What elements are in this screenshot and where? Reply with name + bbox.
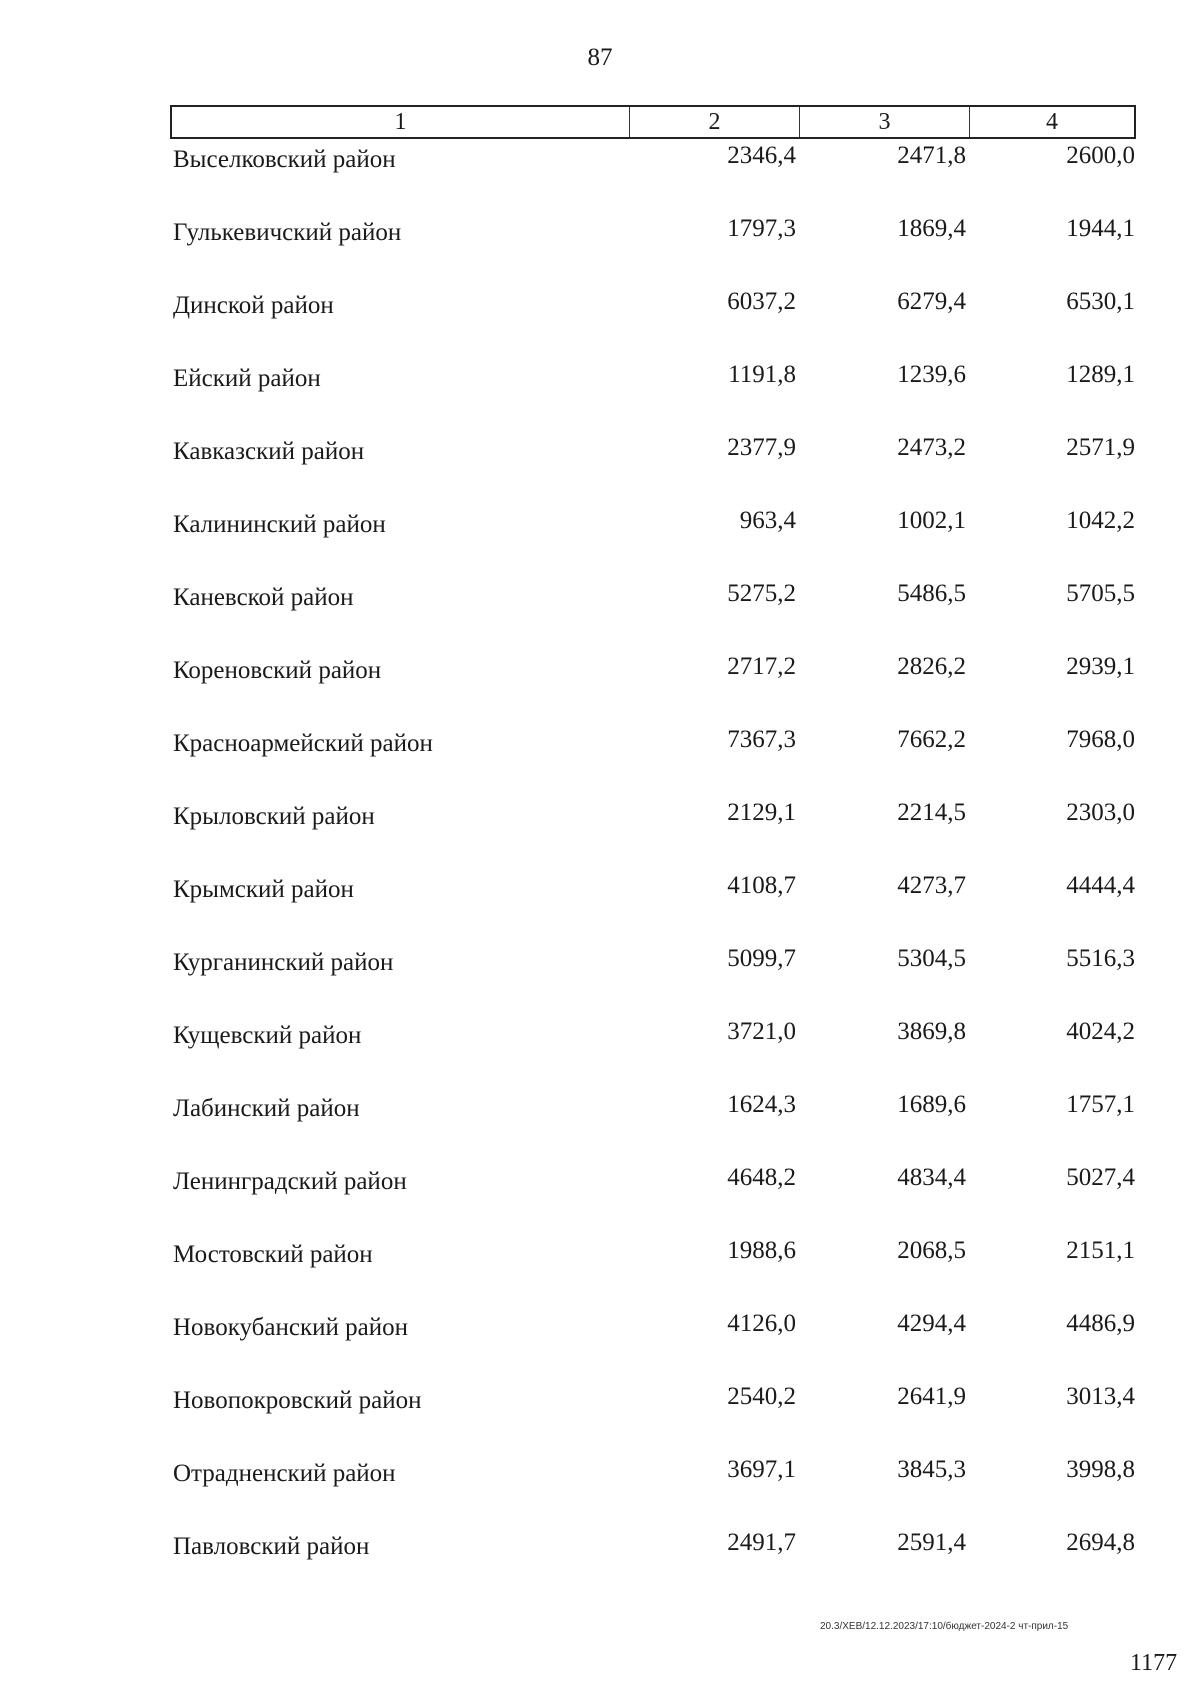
table-row: [0, 434, 1200, 507]
value-col-4: 4486,9: [1066, 1310, 1135, 1337]
district-name: Ленинградский район: [173, 1168, 407, 1195]
district-name: Крыловский район: [173, 803, 375, 830]
district-name: Новопокровский район: [173, 1387, 422, 1414]
value-col-4: 5705,5: [1066, 580, 1135, 607]
value-col-2: 6037,2: [727, 288, 796, 315]
table-row: [0, 1018, 1200, 1091]
table-header: [170, 105, 1136, 139]
district-name: Калининский район: [173, 511, 386, 538]
value-col-4: 5516,3: [1066, 945, 1135, 972]
value-col-2: 2377,9: [727, 434, 796, 461]
sheet-number: 1177: [1130, 1650, 1178, 1676]
value-col-4: 5027,4: [1066, 1164, 1135, 1191]
table-row: [0, 1529, 1200, 1602]
value-col-4: 1289,1: [1066, 361, 1135, 388]
table-row: [0, 945, 1200, 1018]
table-row: [0, 1456, 1200, 1529]
value-col-2: 1191,8: [728, 361, 796, 388]
district-name: Каневской район: [173, 584, 354, 611]
table-row: [0, 1164, 1200, 1237]
district-name: Лабинский район: [173, 1095, 360, 1122]
district-name: Новокубанский район: [173, 1314, 408, 1341]
value-col-3: 2471,8: [897, 142, 966, 169]
value-col-4: 1944,1: [1066, 215, 1135, 242]
district-name: Ейский район: [173, 365, 321, 392]
table-row: [0, 507, 1200, 580]
table-row: [0, 726, 1200, 799]
table-row: [0, 653, 1200, 726]
value-col-2: 1624,3: [727, 1091, 796, 1118]
value-col-3: 1002,1: [897, 507, 966, 534]
value-col-3: 2641,9: [897, 1383, 966, 1410]
value-col-3: 4834,4: [897, 1164, 966, 1191]
header-col-3: 3: [800, 107, 970, 137]
district-name: Кавказский район: [173, 438, 365, 465]
district-name: Кореновский район: [173, 657, 382, 684]
value-col-3: 1239,6: [897, 361, 966, 388]
value-col-2: 1988,6: [727, 1237, 796, 1264]
value-col-3: 5304,5: [897, 945, 966, 972]
value-col-3: 1869,4: [897, 215, 966, 242]
district-name: Гулькевичский район: [173, 219, 402, 246]
district-name: Выселковский район: [173, 146, 396, 173]
page-number: 87: [587, 44, 613, 71]
value-col-4: 2571,9: [1066, 434, 1135, 461]
value-col-2: 4648,2: [727, 1164, 796, 1191]
district-name: Кущевский район: [173, 1022, 362, 1049]
value-col-3: 2826,2: [897, 653, 966, 680]
district-name: Мостовский район: [173, 1241, 373, 1268]
table-row: [0, 288, 1200, 361]
value-col-4: 1757,1: [1066, 1091, 1135, 1118]
header-col-4: 4: [1046, 108, 1058, 135]
district-name: Крымский район: [173, 876, 354, 903]
table-row: [0, 361, 1200, 434]
table-row: [0, 1237, 1200, 1310]
value-col-3: 2068,5: [897, 1237, 966, 1264]
table-row: [0, 142, 1200, 215]
value-col-4: 6530,1: [1066, 288, 1135, 315]
district-name: Курганинский район: [173, 949, 394, 976]
value-col-4: 2694,8: [1066, 1529, 1135, 1556]
value-col-4: 2939,1: [1066, 653, 1135, 680]
table-row: [0, 799, 1200, 872]
value-col-3: 4294,4: [897, 1310, 966, 1337]
value-col-3: 5486,5: [897, 580, 966, 607]
value-col-2: 4108,7: [727, 872, 796, 899]
value-col-3: 6279,4: [897, 288, 966, 315]
value-col-2: 3721,0: [727, 1018, 796, 1045]
value-col-4: 1042,2: [1066, 507, 1135, 534]
value-col-4: 2151,1: [1066, 1237, 1135, 1264]
value-col-3: 2591,4: [897, 1529, 966, 1556]
district-name: Красноармейский район: [173, 730, 433, 757]
value-col-4: 7968,0: [1066, 726, 1135, 753]
value-col-2: 2129,1: [727, 799, 796, 826]
table-row: [0, 872, 1200, 945]
value-col-4: 3998,8: [1066, 1456, 1135, 1483]
document-code: 20.3/ХЕВ/12.12.2023/17:10/бюджет-2024-2 чт-прил-15: [820, 1621, 1069, 1632]
value-col-4: 4024,2: [1066, 1018, 1135, 1045]
value-col-4: 2303,0: [1066, 799, 1135, 826]
table-row: [0, 580, 1200, 653]
value-col-2: 2491,7: [727, 1529, 796, 1556]
value-col-2: 963,4: [739, 507, 796, 534]
value-col-3: 4273,7: [897, 872, 966, 899]
value-col-2: 3697,1: [727, 1456, 796, 1483]
value-col-2: 7367,3: [727, 726, 796, 753]
value-col-2: 2346,4: [727, 142, 796, 169]
value-col-3: 1689,6: [897, 1091, 966, 1118]
header-col-1: 1: [172, 107, 630, 137]
value-col-2: 2540,2: [727, 1383, 796, 1410]
value-col-2: 4126,0: [727, 1310, 796, 1337]
table-body: [0, 142, 1200, 1602]
value-col-3: 2473,2: [897, 434, 966, 461]
value-col-4: 3013,4: [1066, 1383, 1135, 1410]
district-name: Отрадненский район: [173, 1460, 396, 1487]
table-row: [0, 1310, 1200, 1383]
value-col-2: 1797,3: [727, 215, 796, 242]
value-col-2: 2717,2: [727, 653, 796, 680]
value-col-2: 5275,2: [727, 580, 796, 607]
table-row: [0, 1383, 1200, 1456]
district-name: Павловский район: [173, 1533, 370, 1560]
table-row: [0, 215, 1200, 288]
value-col-2: 5099,7: [727, 945, 796, 972]
value-col-3: 7662,2: [897, 726, 966, 753]
table-row: [0, 1091, 1200, 1164]
value-col-4: 4444,4: [1066, 872, 1135, 899]
value-col-3: 3845,3: [897, 1456, 966, 1483]
value-col-3: 3869,8: [897, 1018, 966, 1045]
header-col-2: 2: [630, 107, 800, 137]
value-col-3: 2214,5: [897, 799, 966, 826]
value-col-4: 2600,0: [1066, 142, 1135, 169]
district-name: Динской район: [173, 292, 334, 319]
